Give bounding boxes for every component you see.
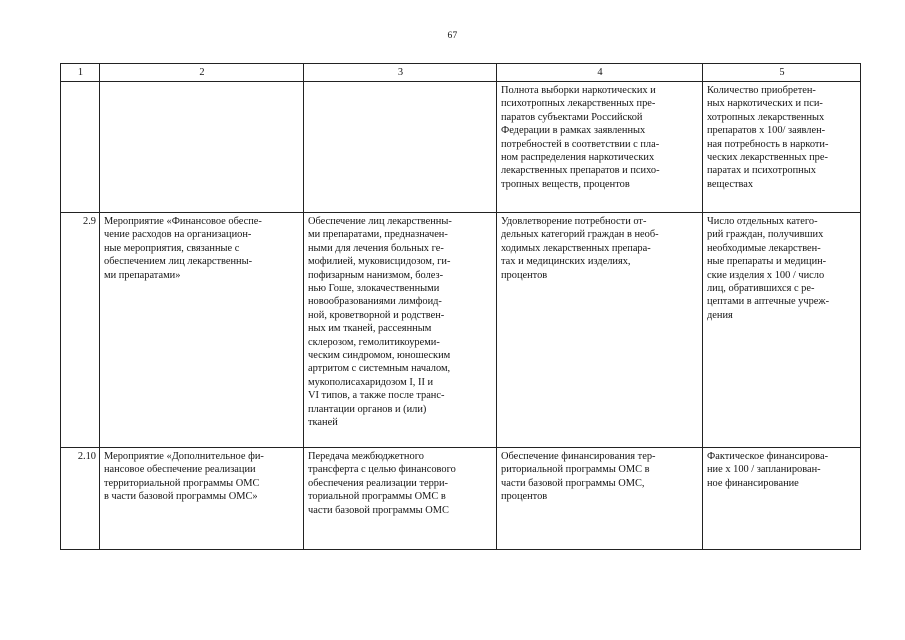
cell-text-line: склерозом, гемолитикоуреми- (308, 336, 440, 348)
cell-text-line: препаратов х 100/ заявлен- (707, 125, 826, 137)
row-number-cell: 2.9 (61, 213, 100, 448)
cell-text-line: пофизарным нанизмом, болез- (308, 269, 444, 281)
table-row (61, 213, 861, 448)
cell-text-line: артритом с системным началом, (308, 363, 451, 375)
cell-text-line: ное финансирование (707, 477, 799, 489)
cell-text-line: Полнота выборки наркотических и (501, 85, 656, 96)
cell-text-line: Федерации в рамках заявленных (501, 125, 646, 137)
cell-text-line: обеспечением лиц лекарственны- (104, 256, 253, 268)
table-row (61, 448, 861, 550)
cell-text-line: ние х 100 / запланирован- (707, 464, 821, 476)
cell-text-line: дельных категорий граждан в необ- (501, 229, 659, 241)
cell-text-line: ческим синдромом, юношеским (308, 350, 451, 362)
measure-name-cell (100, 213, 304, 448)
formula-cell (703, 213, 861, 448)
cell-text-line: цептами в аптечные учреж- (707, 296, 830, 308)
cell-text-line: трансферта с целью финансового (308, 464, 456, 476)
cell-text-line: паратах и психотропных (707, 165, 816, 177)
cell-text-line: тканей (308, 417, 338, 429)
cell-text-line: в части базовой программы ОМС» (104, 491, 258, 503)
cell-text-line: ной, кроветворной и родствен- (308, 309, 445, 321)
indicator-cell (497, 448, 703, 550)
cell-text-line: чение расходов на организацион- (104, 229, 252, 241)
cell-text-line: лиц, обратившихся с ре- (707, 283, 815, 295)
cell-text-line: ские изделия х 100 / число (707, 269, 825, 281)
header-cell: 5 (703, 64, 861, 82)
measure-name-cell (100, 448, 304, 550)
cell-text-line: ных им тканей, рассеянным (308, 323, 432, 335)
cell-text-line: рий граждан, получивших (707, 229, 824, 241)
cell-text-line: VI типов, а также после транс- (308, 390, 445, 402)
cell-text-line: Фактическое финансирова- (707, 451, 829, 462)
cell-text-line: части базовой программы ОМС (308, 504, 449, 516)
cell-text-line: новообразованиями лимфоид- (308, 296, 442, 308)
cell-text-line: Мероприятие «Дополнительное фи- (104, 451, 264, 462)
cell-text-line: нью Гоше, злокачественными (308, 283, 440, 295)
header-cell: 1 (61, 64, 100, 82)
cell-text-line: части базовой программы ОМС, (501, 477, 645, 489)
measure-content-cell (304, 213, 497, 448)
cell-text-line: паратов субъектами Российской (501, 111, 643, 123)
cell-text-line: Число отдельных катего- (707, 216, 818, 227)
cell-text-line: ходимых лекарственных препара- (501, 242, 651, 254)
row-number-cell (61, 82, 100, 213)
formula-cell (703, 448, 861, 550)
cell-text-line: ная потребность в наркоти- (707, 138, 829, 150)
cell-text-line: процентов (501, 269, 548, 281)
page-number: 67 (447, 31, 458, 41)
cell-text-line: ных наркотических и пси- (707, 98, 823, 110)
indicator-cell (497, 213, 703, 448)
cell-text-line: ными для лечения больных ге- (308, 242, 444, 254)
cell-text-line: хотропных лекарственных (707, 111, 825, 123)
cell-text-line: обеспечения реализации терри- (308, 477, 449, 489)
cell-text-line: Мероприятие «Финансовое обеспе- (104, 216, 262, 227)
cell-text-line: мукополисахаридозом I, II и (308, 376, 434, 388)
cell-text-line: ми препаратами, предназначен- (308, 229, 448, 241)
measures-table (60, 63, 861, 550)
cell-text-line: тропных веществ, процентов (501, 178, 630, 190)
cell-text-line: Удовлетворение потребности от- (501, 216, 647, 227)
cell-text-line: Передача межбюджетного (308, 451, 424, 462)
cell-text-line: Обеспечение лиц лекарственны- (308, 216, 452, 227)
cell-text-line: ном распределения наркотических (501, 152, 655, 164)
indicator-cell (497, 82, 703, 213)
cell-text-line: веществах (707, 178, 754, 190)
cell-text-line: плантации органов и (или) (308, 403, 427, 415)
table-header-row (61, 64, 861, 82)
measure-name-cell (100, 82, 304, 213)
cell-text-line: ные мероприятия, связанные с (104, 242, 240, 254)
table-row (61, 82, 861, 213)
cell-text-line: Количество приобретен- (707, 85, 816, 96)
cell-text-line: ми препаратами» (104, 269, 181, 281)
cell-text-line: лекарственных препаратов и психо- (501, 165, 660, 177)
measure-content-cell (304, 82, 497, 213)
header-cell: 3 (304, 64, 497, 82)
cell-text-line: мофилией, муковисцидозом, ги- (308, 256, 451, 268)
cell-text-line: ториальной программы ОМС в (308, 491, 446, 503)
cell-text-line: Обеспечение финансирования тер- (501, 451, 656, 462)
cell-text-line: психотропных лекарственных пре- (501, 98, 656, 110)
cell-text-line: территориальной программы ОМС (104, 477, 260, 489)
measure-content-cell (304, 448, 497, 550)
formula-cell (703, 82, 861, 213)
cell-text-line: нансовое обеспечение реализации (104, 464, 256, 476)
header-cell: 2 (100, 64, 304, 82)
cell-text-line: процентов (501, 491, 548, 503)
cell-text-line: риториальной программы ОМС в (501, 464, 650, 476)
cell-text-line: тах и медицинских изделиях, (501, 256, 631, 268)
cell-text-line: ные препараты и медицин- (707, 256, 827, 268)
cell-text-line: потребностей в соответствии с пла- (501, 138, 660, 150)
cell-text-line: ческих лекарственных пре- (707, 152, 828, 164)
cell-text-line: дения (707, 309, 733, 321)
header-cell: 4 (497, 64, 703, 82)
row-number-cell: 2.10 (61, 448, 100, 550)
cell-text-line: необходимые лекарствен- (707, 242, 821, 254)
